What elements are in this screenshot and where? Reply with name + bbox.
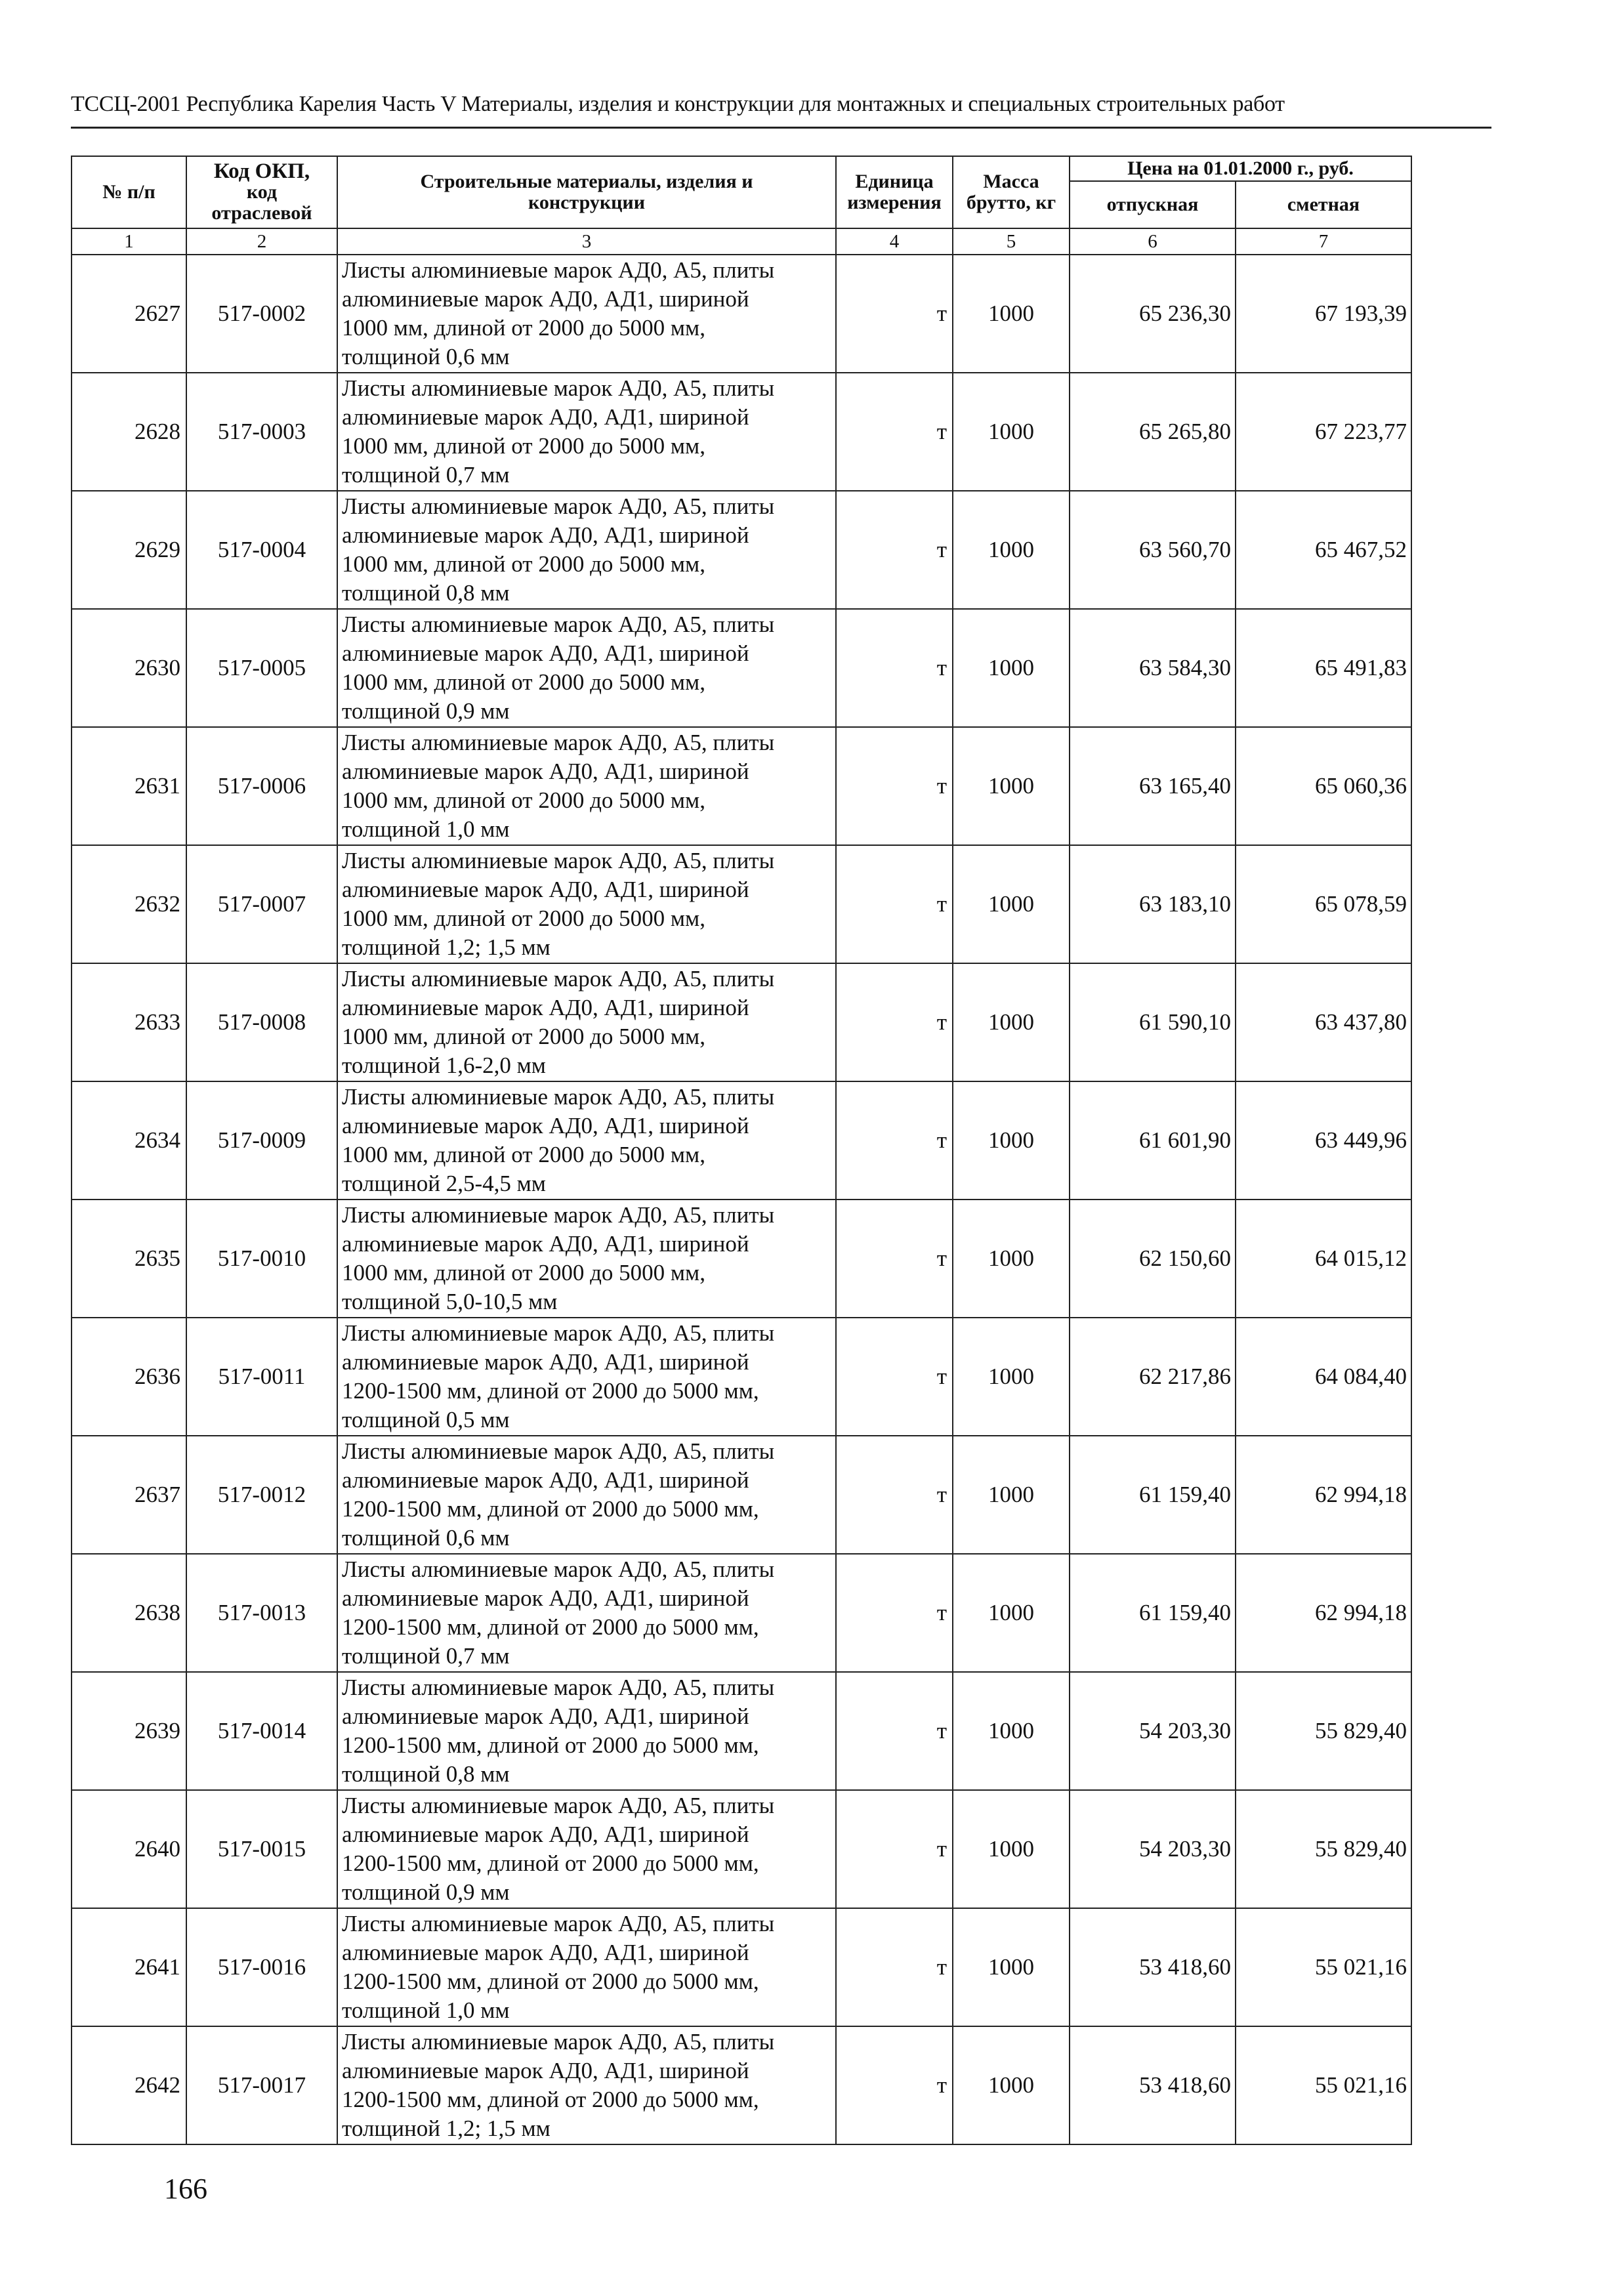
row-description (337, 845, 836, 963)
description-line: 1200-1500 мм, длиной от 2000 до 5000 мм, (342, 1850, 759, 1876)
row-unit: т (836, 1790, 953, 1908)
col-unit-header: Единица измерения (836, 156, 953, 228)
price-table (71, 156, 1412, 2145)
row-unit: т (836, 373, 953, 491)
table-row (72, 2026, 1411, 2144)
row-unit: т (836, 845, 953, 963)
row-okp-code: 517-0007 (186, 845, 337, 963)
row-description (337, 1554, 836, 1672)
row-number: 2642 (72, 2026, 186, 2144)
row-price-estimate: 64 084,40 (1236, 1318, 1411, 1436)
description-line: 1000 мм, длиной от 2000 до 5000 мм, (342, 315, 705, 341)
row-mass: 1000 (953, 963, 1070, 1081)
row-unit: т (836, 491, 953, 609)
description-line: Листы алюминиевые марок АД0, А5, плиты (342, 730, 775, 755)
row-description (337, 1672, 836, 1790)
description-line: алюминиевые марок АД0, АД1, шириной (342, 1822, 749, 1847)
description-line: алюминиевые марок АД0, АД1, шириной (342, 640, 749, 666)
row-price-release: 61 601,90 (1070, 1081, 1236, 1200)
description-line: алюминиевые марок АД0, АД1, шириной (342, 1703, 749, 1729)
row-price-release: 54 203,30 (1070, 1672, 1236, 1790)
table-row (72, 491, 1411, 609)
header-rule (71, 127, 1491, 129)
description-line: толщиной 1,0 мм (342, 1997, 510, 2023)
description-line: 1200-1500 мм, длиной от 2000 до 5000 мм, (342, 1969, 759, 1994)
description-line: Листы алюминиевые марок АД0, А5, плиты (342, 848, 775, 873)
row-mass: 1000 (953, 609, 1070, 727)
row-price-release: 53 418,60 (1070, 1908, 1236, 2026)
table-row (72, 963, 1411, 1081)
row-description (337, 1081, 836, 1200)
row-price-release: 62 150,60 (1070, 1200, 1236, 1318)
row-number: 2632 (72, 845, 186, 963)
description-line: 1200-1500 мм, длиной от 2000 до 5000 мм, (342, 1732, 759, 1758)
row-price-release: 61 159,40 (1070, 1436, 1236, 1554)
description-line: толщиной 0,9 мм (342, 698, 510, 724)
description-line: 1200-1500 мм, длиной от 2000 до 5000 мм, (342, 1378, 759, 1404)
row-mass: 1000 (953, 373, 1070, 491)
row-mass: 1000 (953, 255, 1070, 373)
description-line: Листы алюминиевые марок АД0, А5, плиты (342, 612, 775, 637)
description-line: Листы алюминиевые марок АД0, А5, плиты (342, 1438, 775, 1464)
description-line: толщиной 5,0-10,5 мм (342, 1289, 558, 1314)
row-description (337, 1200, 836, 1318)
row-price-release: 63 584,30 (1070, 609, 1236, 727)
column-index-row (72, 228, 1411, 255)
row-description (337, 1790, 836, 1908)
table-header (72, 156, 1411, 228)
table-row (72, 1436, 1411, 1554)
table-row (72, 845, 1411, 963)
column-index: 4 (836, 228, 953, 255)
row-unit: т (836, 255, 953, 373)
description-line: алюминиевые марок АД0, АД1, шириной (342, 1231, 749, 1257)
row-price-estimate: 62 994,18 (1236, 1436, 1411, 1554)
row-description (337, 609, 836, 727)
description-line: толщиной 0,5 мм (342, 1407, 510, 1432)
row-price-release: 63 165,40 (1070, 727, 1236, 845)
row-price-estimate: 64 015,12 (1236, 1200, 1411, 1318)
description-line: 1000 мм, длиной от 2000 до 5000 мм, (342, 1024, 705, 1049)
row-description (337, 255, 836, 373)
description-line: Листы алюминиевые марок АД0, А5, плиты (342, 1675, 775, 1700)
row-number: 2639 (72, 1672, 186, 1790)
description-line: 1000 мм, длиной от 2000 до 5000 мм, (342, 906, 705, 931)
row-unit: т (836, 2026, 953, 2144)
row-mass: 1000 (953, 1672, 1070, 1790)
description-line: Листы алюминиевые марок АД0, А5, плиты (342, 2029, 775, 2055)
row-number: 2640 (72, 1790, 186, 1908)
column-index: 3 (337, 228, 836, 255)
row-okp-code: 517-0014 (186, 1672, 337, 1790)
row-price-estimate: 55 021,16 (1236, 1908, 1411, 2026)
row-unit: т (836, 963, 953, 1081)
description-line: алюминиевые марок АД0, АД1, шириной (342, 1349, 749, 1375)
description-line: алюминиевые марок АД0, АД1, шириной (342, 1585, 749, 1611)
running-header: ТССЦ-2001 Республика Карелия Часть V Материалы, изделия и конструкции для монтажных и специальных строительных работ (71, 92, 1285, 116)
row-mass: 1000 (953, 727, 1070, 845)
description-line: толщиной 1,0 мм (342, 816, 510, 842)
row-price-estimate: 55 829,40 (1236, 1672, 1411, 1790)
description-line: Листы алюминиевые марок АД0, А5, плиты (342, 257, 775, 283)
row-number: 2627 (72, 255, 186, 373)
row-okp-code: 517-0010 (186, 1200, 337, 1318)
col-price-release-header: отпускная (1070, 181, 1236, 228)
table-row (72, 609, 1411, 727)
description-line: толщиной 1,2; 1,5 мм (342, 2116, 551, 2141)
description-line: Листы алюминиевые марок АД0, А5, плиты (342, 1556, 775, 1582)
row-okp-code: 517-0015 (186, 1790, 337, 1908)
row-number: 2630 (72, 609, 186, 727)
description-line: толщиной 0,8 мм (342, 1761, 510, 1787)
description-line: 1000 мм, длиной от 2000 до 5000 мм, (342, 433, 705, 459)
row-mass: 1000 (953, 1200, 1070, 1318)
row-number: 2628 (72, 373, 186, 491)
row-number: 2641 (72, 1908, 186, 2026)
row-number: 2631 (72, 727, 186, 845)
description-line: толщиной 0,6 мм (342, 344, 510, 369)
row-price-release: 62 217,86 (1070, 1318, 1236, 1436)
column-index: 1 (72, 228, 186, 255)
row-price-estimate: 65 467,52 (1236, 491, 1411, 609)
row-mass: 1000 (953, 2026, 1070, 2144)
table-row (72, 1318, 1411, 1436)
description-line: 1000 мм, длиной от 2000 до 5000 мм, (342, 787, 705, 813)
row-okp-code: 517-0009 (186, 1081, 337, 1200)
description-line: 1200-1500 мм, длиной от 2000 до 5000 мм, (342, 1496, 759, 1522)
row-price-release: 54 203,30 (1070, 1790, 1236, 1908)
table-row (72, 255, 1411, 373)
table-row (72, 373, 1411, 491)
row-mass: 1000 (953, 1790, 1070, 1908)
description-line: алюминиевые марок АД0, АД1, шириной (342, 286, 749, 312)
row-okp-code: 517-0013 (186, 1554, 337, 1672)
description-line: Листы алюминиевые марок АД0, А5, плиты (342, 1202, 775, 1228)
row-mass: 1000 (953, 1908, 1070, 2026)
row-description (337, 1908, 836, 2026)
description-line: толщиной 2,5-4,5 мм (342, 1171, 546, 1196)
description-line: алюминиевые марок АД0, АД1, шириной (342, 1467, 749, 1493)
row-number: 2638 (72, 1554, 186, 1672)
row-unit: т (836, 1554, 953, 1672)
page-number: 166 (164, 2173, 207, 2205)
row-price-release: 61 590,10 (1070, 963, 1236, 1081)
row-price-estimate: 65 491,83 (1236, 609, 1411, 727)
row-unit: т (836, 609, 953, 727)
row-price-estimate: 62 994,18 (1236, 1554, 1411, 1672)
row-mass: 1000 (953, 845, 1070, 963)
description-line: Листы алюминиевые марок АД0, А5, плиты (342, 375, 775, 401)
row-price-estimate: 65 060,36 (1236, 727, 1411, 845)
row-price-estimate: 55 021,16 (1236, 2026, 1411, 2144)
row-unit: т (836, 1436, 953, 1554)
description-line: 1000 мм, длиной от 2000 до 5000 мм, (342, 1260, 705, 1285)
description-line: алюминиевые марок АД0, АД1, шириной (342, 1113, 749, 1138)
row-unit: т (836, 1081, 953, 1200)
description-line: 1200-1500 мм, длиной от 2000 до 5000 мм, (342, 2087, 759, 2112)
description-line: 1000 мм, длиной от 2000 до 5000 мм, (342, 1142, 705, 1167)
row-unit: т (836, 1200, 953, 1318)
col-okp-header: Код ОКП, код отраслевой (186, 156, 337, 228)
description-line: толщиной 1,2; 1,5 мм (342, 934, 551, 960)
row-number: 2633 (72, 963, 186, 1081)
row-number: 2636 (72, 1318, 186, 1436)
table-row (72, 727, 1411, 845)
row-mass: 1000 (953, 491, 1070, 609)
description-line: Листы алюминиевые марок АД0, А5, плиты (342, 1793, 775, 1818)
row-price-estimate: 63 437,80 (1236, 963, 1411, 1081)
row-description (337, 1436, 836, 1554)
row-okp-code: 517-0012 (186, 1436, 337, 1554)
row-unit: т (836, 1318, 953, 1436)
table-body (72, 228, 1411, 2144)
row-okp-code: 517-0004 (186, 491, 337, 609)
description-line: алюминиевые марок АД0, АД1, шириной (342, 404, 749, 430)
row-price-estimate: 65 078,59 (1236, 845, 1411, 963)
row-mass: 1000 (953, 1081, 1070, 1200)
row-number: 2635 (72, 1200, 186, 1318)
row-price-release: 61 159,40 (1070, 1554, 1236, 1672)
row-price-release: 63 183,10 (1070, 845, 1236, 963)
row-okp-code: 517-0011 (186, 1318, 337, 1436)
column-index: 6 (1070, 228, 1236, 255)
row-number: 2637 (72, 1436, 186, 1554)
col-material-header: Строительные материалы, изделия и конструкции (337, 156, 836, 228)
table-row (72, 1908, 1411, 2026)
row-mass: 1000 (953, 1318, 1070, 1436)
description-line: Листы алюминиевые марок АД0, А5, плиты (342, 493, 775, 519)
row-okp-code: 517-0006 (186, 727, 337, 845)
description-line: алюминиевые марок АД0, АД1, шириной (342, 1940, 749, 1965)
row-okp-code: 517-0005 (186, 609, 337, 727)
column-index: 7 (1236, 228, 1411, 255)
row-price-release: 65 236,30 (1070, 255, 1236, 373)
description-line: алюминиевые марок АД0, АД1, шириной (342, 759, 749, 784)
description-line: Листы алюминиевые марок АД0, А5, плиты (342, 966, 775, 991)
description-line: Листы алюминиевые марок АД0, А5, плиты (342, 1084, 775, 1110)
row-price-estimate: 63 449,96 (1236, 1081, 1411, 1200)
row-mass: 1000 (953, 1554, 1070, 1672)
table-row (72, 1672, 1411, 1790)
description-line: алюминиевые марок АД0, АД1, шириной (342, 522, 749, 548)
row-okp-code: 517-0016 (186, 1908, 337, 2026)
description-line: алюминиевые марок АД0, АД1, шириной (342, 995, 749, 1020)
description-line: 1000 мм, длиной от 2000 до 5000 мм, (342, 669, 705, 695)
table-row (72, 1081, 1411, 1200)
row-okp-code: 517-0002 (186, 255, 337, 373)
row-price-estimate: 67 193,39 (1236, 255, 1411, 373)
description-line: толщиной 1,6-2,0 мм (342, 1053, 546, 1078)
description-line: толщиной 0,7 мм (342, 462, 510, 488)
row-description (337, 491, 836, 609)
description-line: 1000 мм, длиной от 2000 до 5000 мм, (342, 551, 705, 577)
row-price-release: 63 560,70 (1070, 491, 1236, 609)
row-description (337, 2026, 836, 2144)
row-price-release: 65 265,80 (1070, 373, 1236, 491)
table-row (72, 1790, 1411, 1908)
col-price-estimate-header: сметная (1236, 181, 1411, 228)
row-unit: т (836, 1672, 953, 1790)
column-index: 2 (186, 228, 337, 255)
row-mass: 1000 (953, 1436, 1070, 1554)
row-unit: т (836, 727, 953, 845)
row-price-release: 53 418,60 (1070, 2026, 1236, 2144)
table-row (72, 1200, 1411, 1318)
col-price-group-header: Цена на 01.01.2000 г., руб. (1070, 156, 1411, 181)
row-okp-code: 517-0017 (186, 2026, 337, 2144)
description-line: алюминиевые марок АД0, АД1, шириной (342, 2058, 749, 2083)
description-line: толщиной 0,9 мм (342, 1879, 510, 1905)
description-line: Листы алюминиевые марок АД0, А5, плиты (342, 1320, 775, 1346)
row-description (337, 727, 836, 845)
row-price-estimate: 67 223,77 (1236, 373, 1411, 491)
table-row (72, 1554, 1411, 1672)
row-price-estimate: 55 829,40 (1236, 1790, 1411, 1908)
description-line: толщиной 0,7 мм (342, 1643, 510, 1669)
description-line: толщиной 0,6 мм (342, 1525, 510, 1551)
row-number: 2634 (72, 1081, 186, 1200)
row-description (337, 1318, 836, 1436)
column-index: 5 (953, 228, 1070, 255)
row-unit: т (836, 1908, 953, 2026)
description-line: алюминиевые марок АД0, АД1, шириной (342, 877, 749, 902)
description-line: 1200-1500 мм, длиной от 2000 до 5000 мм, (342, 1614, 759, 1640)
description-line: Листы алюминиевые марок АД0, А5, плиты (342, 1911, 775, 1936)
row-number: 2629 (72, 491, 186, 609)
description-line: толщиной 0,8 мм (342, 580, 510, 606)
col-mass-header: Масса брутто, кг (953, 156, 1070, 228)
row-okp-code: 517-0003 (186, 373, 337, 491)
col-num-header: № п/п (72, 156, 186, 228)
row-description (337, 963, 836, 1081)
row-description (337, 373, 836, 491)
row-okp-code: 517-0008 (186, 963, 337, 1081)
